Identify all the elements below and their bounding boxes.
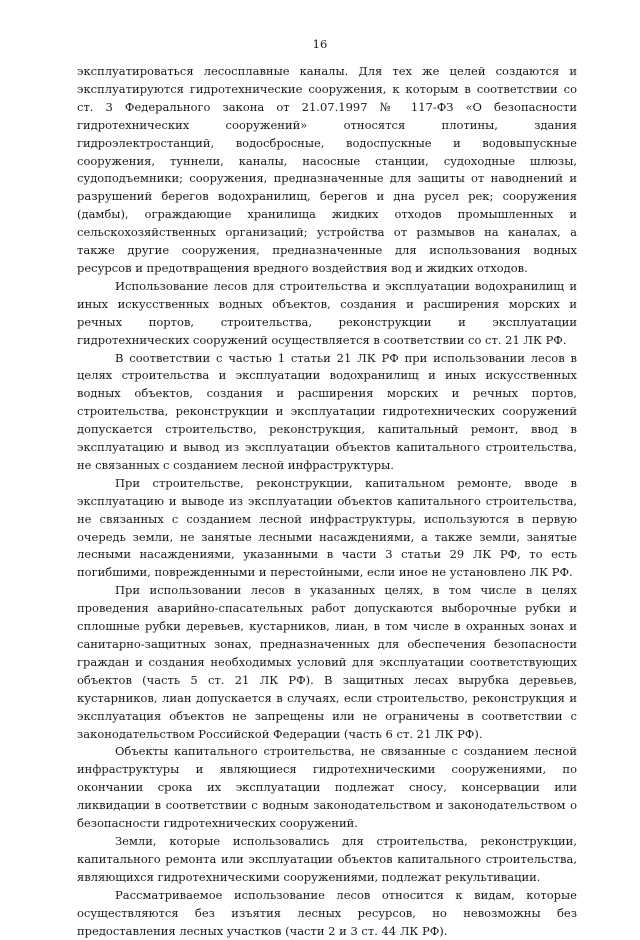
paragraph-demolition: Объекты капитального строительства, не связанные с созданием лесной инфраструктуры и являющиеся гидротехническими сооружениями, по окончании срока их эксплуатации подлежат сносу, консервации или ликвидации в соответствии с водным законодательством и законодательством о безопасности гидротехнических сооружений. [77,744,577,831]
page-number: 16 [312,37,328,51]
paragraph-felling-rules: При использовании лесов в указанных целях, в том числе в целях проведения аварийно-спасательных работ допускаются выборочные рубки и сплошные рубки деревьев, кустарников, лиан, в том числе в охранных зонах и санитарно-защитных зонах, предназначенных для обеспечения безопасности граждан и создания необходимых условий для эксплуатации соответствующих объектов (часть 5 ст. 21 ЛК РФ). В защитных лесах вырубка деревьев, кустарников, лиан допускается в случаях, если строительство, реконструкция и эксплуатация объектов не запрещены или не ограничены в соответствии с законодательством Российской Федерации (часть 6 ст. 21 ЛК РФ). [77,583,577,741]
paragraph-land-priority: При строительстве, реконструкции, капитальном ремонте, вводе в эксплуатацию и выводе из эксплуатации объектов капитального строительства, не связанных с созданием лесной инфраструктуры, используются в первую очередь земли, не занятые лесными насаждениями, а также земли, занятые лесными насаждениями, указанными в части 3 статьи 29 ЛК РФ, то есть погибшими, поврежденными и перестойными, если иное не установлено ЛК РФ. [77,475,577,580]
paragraph-continuation: эксплуатироваться лесосплавные каналы. Для тех же целей создаются и эксплуатируются гидротехнические сооружения, к которым в соответствии со ст. 3 Федерального закона от 21.07.1997 № 117-ФЗ «О безопасности гидротехнических сооружений» относятся плотины, здания гидроэлектростанций, водосбросные, водоспускные и водовыпускные сооружения, туннели, каналы, насосные станции, судоходные шлюзы, судоподъемники; сооружения, предназначенные для защиты от наводнений и разрушений берегов водохранилищ, берегов и дна русел рек; сооружения (дамбы), ограждающие хранилища жидких отходов промышленных и сельскохозяйственных организаций; устройства от размывов на каналах, а также другие сооружения, предназначенные для использования водных ресурсов и предотвращения вредного воздействия вод и жидких отходов. [77,64,577,275]
document-body [77,63,577,940]
paragraph-article-21-part-1: В соответствии с частью 1 статьи 21 ЛК РФ при использовании лесов в целях строительства и эксплуатации водохранилищ и иных искусственных водных объектов, создания и расширения морских и речных портов, строительства, реконструкции и эксплуатации гидротехнических сооружений допускается строительство, реконструкция, капитальный ремонт, ввод в эксплуатацию и вывод из эксплуатации объектов капитального строительства, не связанных с созданием лесной инфраструктуры. [77,350,577,472]
paragraph-reclamation: Земли, которые использовались для строительства, реконструкции, капитального ремонта или эксплуатации объектов капитального строительства, являющихся гидротехническими сооружениями, подлежат рекультивации. [77,833,577,884]
paragraph-use-classification: Рассматриваемое использование лесов относится к видам, которые осуществляются без изъятия лесных ресурсов, но невозможны без предоставления лесных участков (части 2 и 3 ст. 44 ЛК РФ). [77,887,577,938]
paragraph-forest-use-reservoirs: Использование лесов для строительства и эксплуатации водохранилищ и иных искусственных водных объектов, создания и расширения морских и речных портов, строительства, реконструкции и эксплуатации гидротехнических сооружений осуществляется в соответствии со ст. 21 ЛК РФ. [77,278,577,347]
